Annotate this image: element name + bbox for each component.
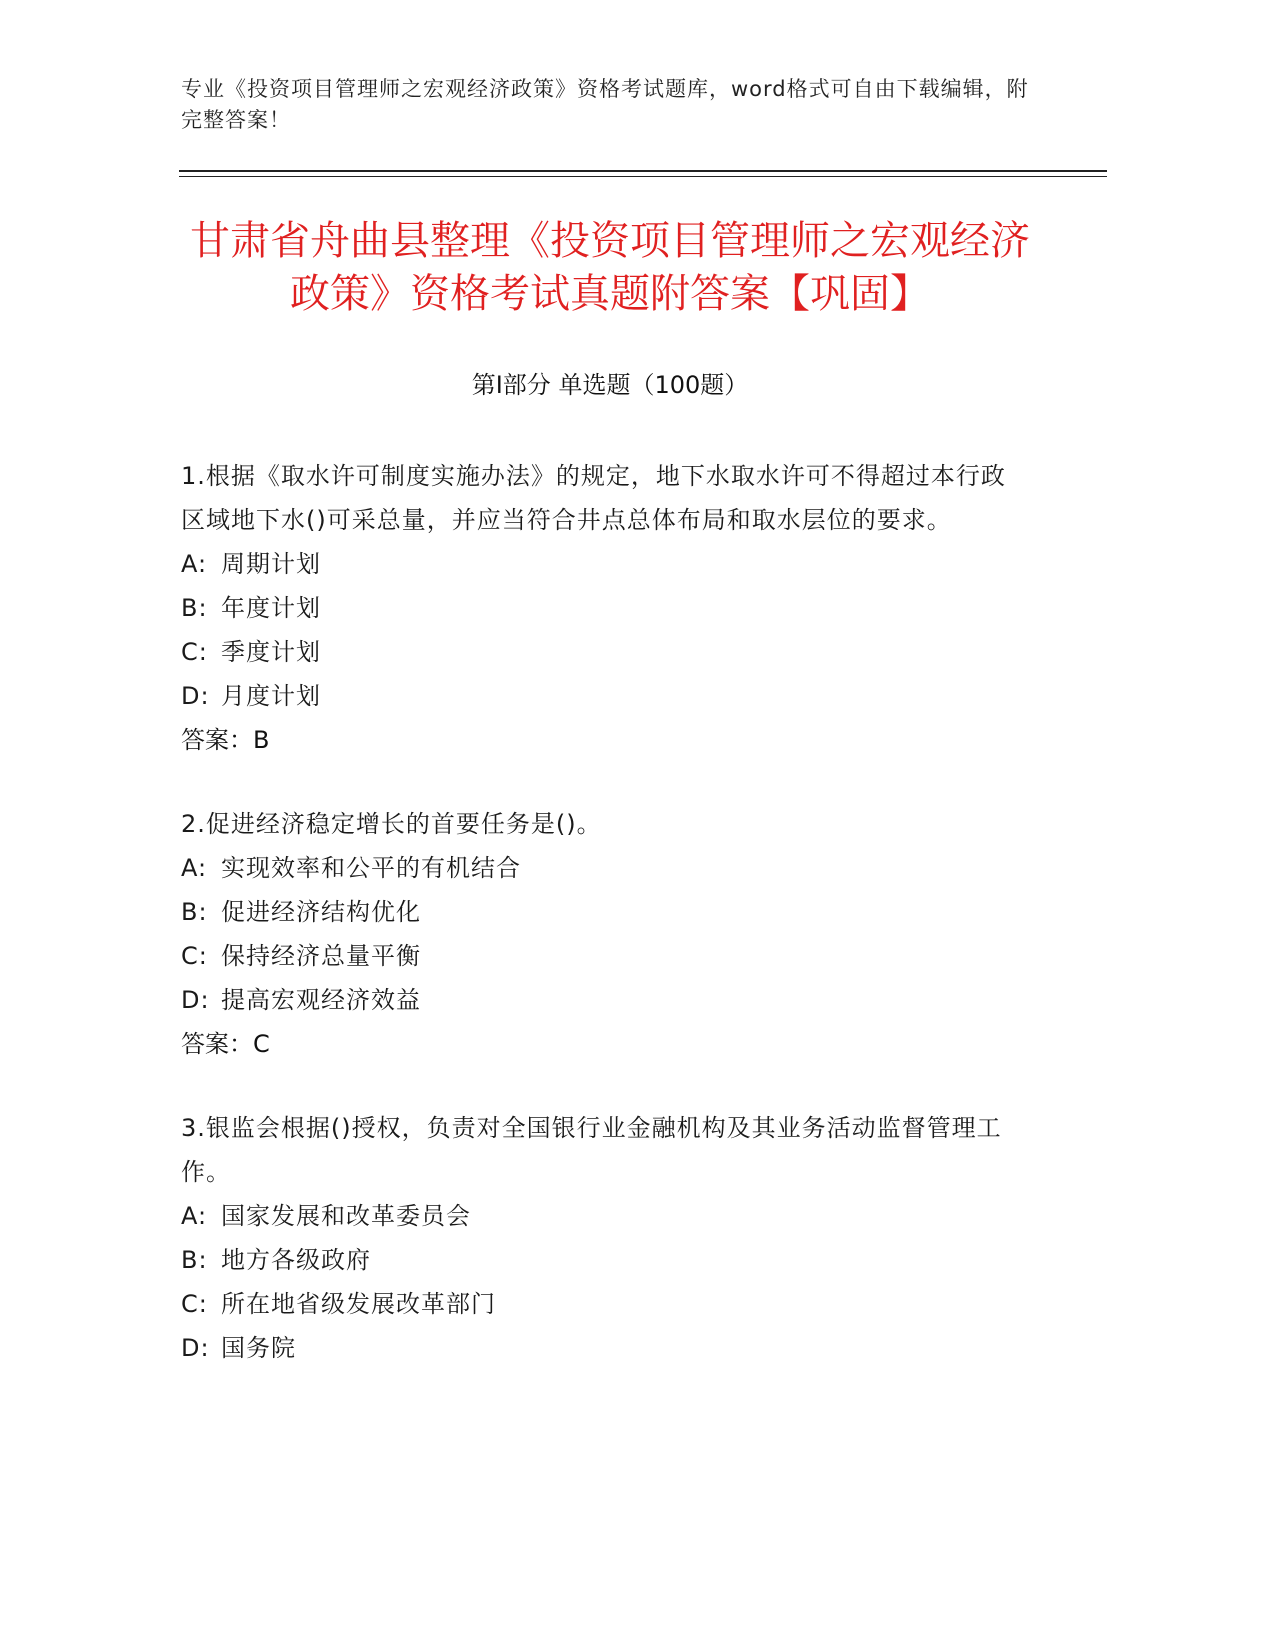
- section-heading: 第I部分 单选题（100题）: [471, 371, 749, 399]
- option-d: [181, 1326, 1021, 1370]
- header-note: 专业《投资项目管理师之宏观经济政策》资格考试题库，word格式可自由下载编辑，附完整答案！: [181, 77, 1029, 132]
- question-stem: 2.促进经济稳定增长的首要任务是()。: [181, 810, 602, 838]
- option-key: B:: [181, 1246, 208, 1274]
- option-key: B:: [181, 594, 208, 622]
- option-c: [181, 934, 1021, 978]
- option-b: [181, 1238, 1021, 1282]
- option-key: D:: [181, 1334, 210, 1362]
- option-text: 促进经济结构优化: [221, 898, 421, 926]
- option-key: D:: [181, 986, 210, 1014]
- option-text: 所在地省级发展改革部门: [221, 1290, 496, 1318]
- option-text: 保持经济总量平衡: [221, 942, 421, 970]
- question-3: [181, 1106, 1021, 1370]
- option-c: [181, 630, 1021, 674]
- option-b: [181, 890, 1021, 934]
- question-1: [181, 454, 1021, 762]
- option-key: A:: [181, 854, 208, 882]
- option-text: 实现效率和公平的有机结合: [221, 854, 521, 882]
- option-d: [181, 978, 1021, 1022]
- option-b: [181, 586, 1021, 630]
- question-stem: 3.银监会根据()授权，负责对全国银行业金融机构及其业务活动监督管理工作。: [181, 1114, 1002, 1186]
- answer-line: 答案：C: [181, 1030, 270, 1058]
- question-list: [181, 454, 1021, 1410]
- answer-line: 答案：B: [181, 726, 270, 754]
- option-text: 地方各级政府: [221, 1246, 371, 1274]
- option-text: 月度计划: [221, 682, 321, 710]
- option-a: [181, 542, 1021, 586]
- question-stem: 1.根据《取水许可制度实施办法》的规定，地下水取水许可不得超过本行政区域地下水()可采总量，并应当符合井点总体布局和取水层位的要求。: [181, 462, 1006, 534]
- option-key: C:: [181, 942, 208, 970]
- option-a: [181, 1194, 1021, 1238]
- document-title: 甘肃省舟曲县整理《投资项目管理师之宏观经济政策》资格考试真题附答案【巩固】: [190, 218, 1030, 317]
- option-a: [181, 846, 1021, 890]
- option-text: 周期计划: [221, 550, 321, 578]
- option-key: C:: [181, 1290, 208, 1318]
- option-text: 国务院: [221, 1334, 296, 1362]
- option-text: 年度计划: [221, 594, 321, 622]
- option-key: B:: [181, 898, 208, 926]
- option-key: D:: [181, 682, 210, 710]
- option-d: [181, 674, 1021, 718]
- header-rule-thin: [179, 176, 1107, 177]
- option-text: 国家发展和改革委员会: [221, 1202, 471, 1230]
- question-2: [181, 802, 1021, 1066]
- option-key: C:: [181, 638, 208, 666]
- header-rule-thick: [179, 170, 1107, 172]
- option-key: A:: [181, 550, 208, 578]
- option-text: 季度计划: [221, 638, 321, 666]
- option-c: [181, 1282, 1021, 1326]
- option-text: 提高宏观经济效益: [221, 986, 421, 1014]
- option-key: A:: [181, 1202, 208, 1230]
